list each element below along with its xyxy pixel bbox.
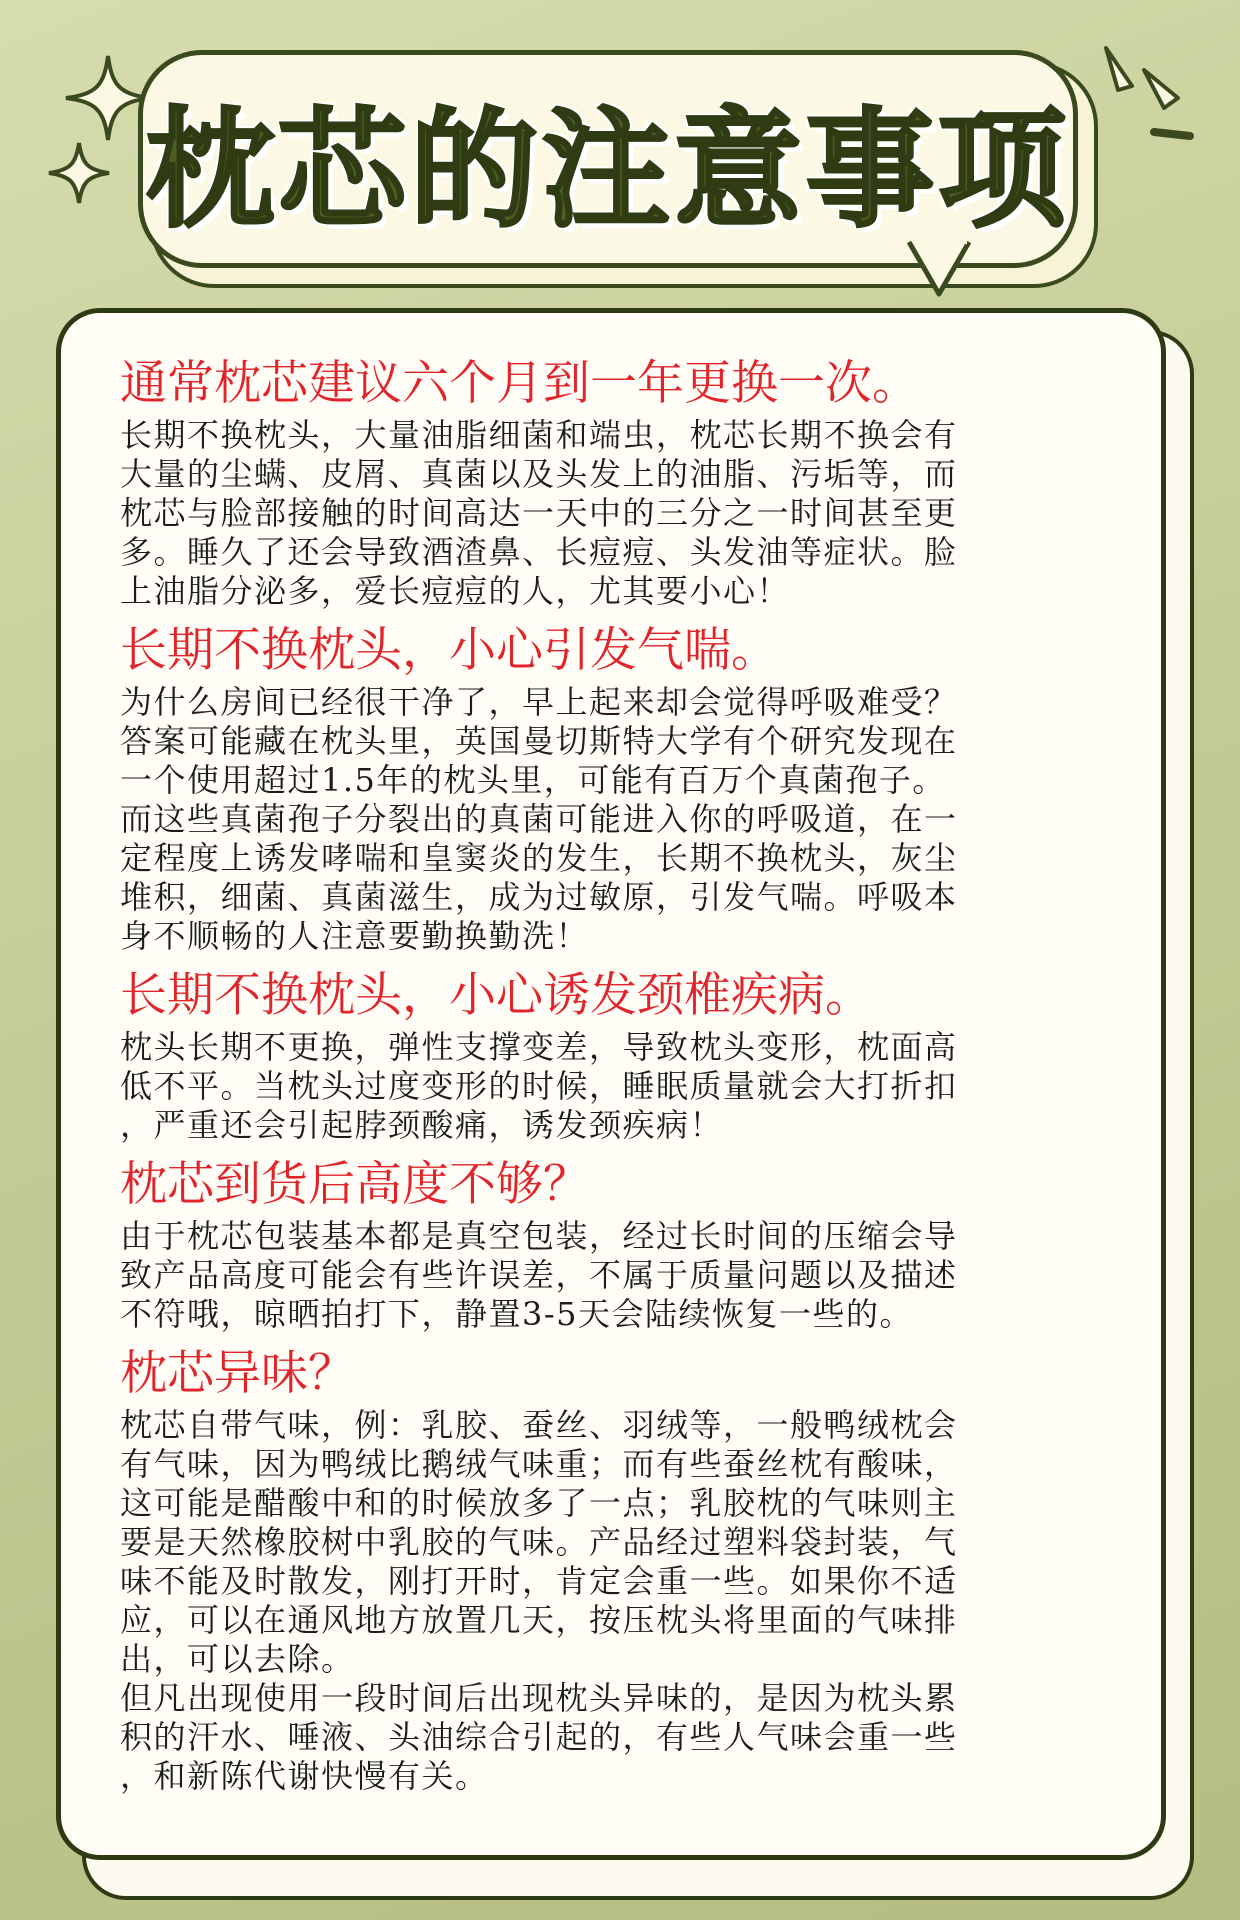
section-body: 长期不换枕头，大量油脂细菌和端虫，枕芯长期不换会有 大量的尘螨、皮屑、真菌以及头发上的油脂、污垢等，而 枕芯与脸部接触的时间高达一天中的三分之一时间甚至更 多。睡久了还会导致酒渣鼻、长痘痘、头发油等症状。脸 上油脂分泌多，爱长痘痘的人，尤其要小心！: [120, 416, 958, 610]
section-heading: 枕芯到货后高度不够？: [120, 1157, 590, 1212]
section-body: 枕芯自带气味，例：乳胶、蚕丝、羽绒等，一般鸭绒枕会 有气味，因为鸭绒比鹅绒气味重；而有些蚕丝枕有酸味， 这可能是醋酸中和的时候放多了一点；乳胶枕的气味则主 要是天然橡胶树中乳胶的气味。产品经过塑料袋封装，气 味不能及时散发，刚打开时，肯定会重一些。如果你不适 应，可以在通风地方放置几天，按压枕头将里面的气味排 出，可以去除。 但凡出现使用一段时间后出现枕头异味的，是因为枕头累 积的汗水、唾液、头油综合引起的，有些人气味会重一些 ，和新陈代谢快慢有关。: [120, 1406, 958, 1795]
sparkle-icon-small: [46, 140, 112, 206]
page-title: 枕芯的注意事项: [145, 96, 1070, 245]
section-body: 枕头长期不更换，弹性支撑变差，导致枕头变形，枕面高 低不平。当枕头过度变形的时候，睡眠质量就会大打折扣 ，严重还会引起脖颈酸痛，诱发颈疾病！: [120, 1028, 958, 1144]
section-body: 由于枕芯包装基本都是真空包装，经过长时间的压缩会导 致产品高度可能会有些许误差，不属于质量问题以及描述 不符哦，晾晒拍打下，静置3-5天会陆续恢复一些的。: [120, 1217, 958, 1333]
section-heading: 通常枕芯建议六个月到一年更换一次。: [120, 356, 919, 411]
section-asthma: [120, 619, 1110, 956]
section-height: [120, 1153, 1110, 1334]
section-heading: 长期不换枕头，小心诱发颈椎疾病。: [120, 968, 872, 1023]
section-heading: 长期不换枕头，小心引发气喘。: [120, 623, 778, 678]
section-replacement-cycle: [120, 352, 1110, 611]
content-area: [120, 352, 1110, 1804]
section-body: 为什么房间已经很干净了，早上起来却会觉得呼吸难受？ 答案可能藏在枕头里，英国曼切斯特大学有个研究发现在 一个使用超过1.5年的枕头里，可能有百万个真菌孢子。 而这些真菌孢子分裂出的真菌可能进入你的呼吸道，在一 定程度上诱发哮喘和皇窦炎的发生，长期不换枕头，灰尘 堆积，细菌、真菌滋生，成为过敏原，引发气喘。呼吸本 身不顺畅的人注意要勤换勤洗！: [120, 683, 958, 955]
accent-lines-icon: [1092, 40, 1202, 150]
section-heading: 枕芯异味？: [120, 1346, 355, 1401]
section-cervical: [120, 964, 1110, 1145]
section-odor: [120, 1342, 1110, 1796]
